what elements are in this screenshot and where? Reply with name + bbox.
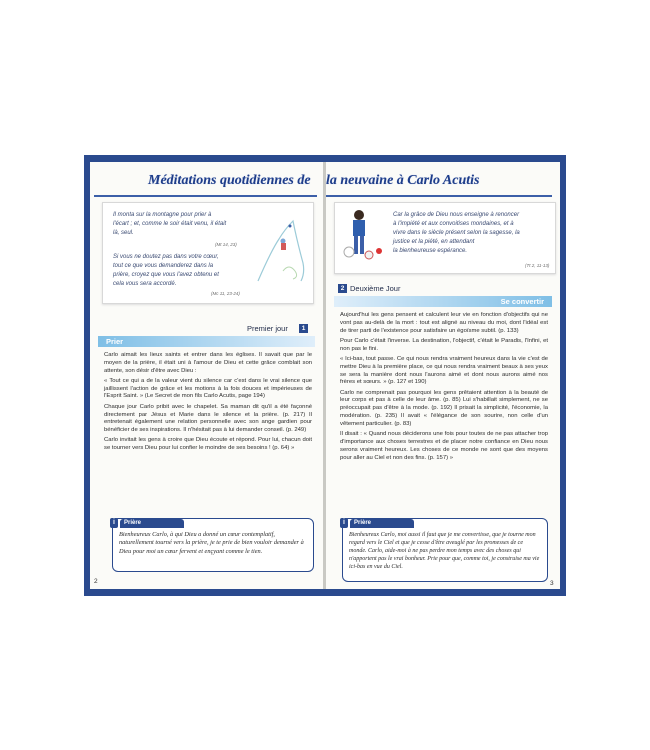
scripture-ref-2: (Mc 11, 23-24) (211, 291, 240, 296)
quote-line: prière, croyez que vous l'avez obtenu et (113, 272, 219, 278)
scripture-quote (393, 211, 553, 256)
booklet-spread (84, 155, 566, 596)
day-number-badge: 2 (338, 284, 347, 293)
paragraph: « Tout ce qui a de la valeur vient du silence car c'est dans le vrai silence que jaillissent l'action de grâce et les motions à la fois douces et impérieuses de l'Esprit Saint. » (Le Secret de mon fils Carlo Acutis, page 194) (104, 377, 312, 400)
prayer-info-icon: i (340, 518, 348, 528)
section-title: Prier (106, 337, 124, 346)
section-title: Se convertir (500, 297, 544, 306)
quote-line: l'écart ; et, comme le soir était venu, il était (113, 221, 227, 227)
paragraph: Aujourd'hui les gens pensent et calculent leur vie en fonction d'objectifs qui ne vont pas au-delà de la mort : tout est aligné au niveau du moi, dont l'idéal est de tirer parti de l'existence pour satisfaire un égoïsme subtil. (p. 133) (340, 312, 548, 334)
right-page (326, 162, 560, 589)
quote-line: Si vous ne doutez pas dans votre cœur, (113, 254, 219, 260)
day-title: Premier jour (247, 324, 288, 333)
paragraph: Carlo ne comprenait pas pourquoi les gens prêtaient attention à la beauté de leur corps et pas à celle de leur âme. (p. 85) Lui s'habillait simplement, ne se préoccupait pas d'être à la mode. (p. 192) Il prisait la simplicité, l'économie, la modération. (p. 235) Il avait « l'élégance de son sourire, non celle d'un vêtement particulier. (p. 83) (340, 389, 548, 427)
title-underline-left (94, 195, 317, 197)
day-number-badge: 1 (299, 324, 308, 333)
quote-line: justice et la piété, en attendant (393, 239, 475, 245)
carlo-illustration (339, 207, 399, 269)
paragraph: Carlo invitait les gens à croire que Dieu écoute et répond. Pour lui, chacun doit se tourner vers Dieu pour lui confier le moindre de ses besoins ! (p. 64) » (104, 437, 312, 452)
scripture-quote-box (334, 202, 556, 274)
prayer-info-icon: i (110, 518, 118, 528)
mountain-prayer-illustration (253, 211, 308, 286)
meditation-body (104, 352, 312, 456)
paragraph: Pour Carlo c'était l'inverse. La destination, l'objectif, c'était le Paradis, l'Infini, et non pas le fini. (340, 337, 548, 352)
scripture-ref-1: (Mt 14, 23) (215, 242, 237, 247)
quote-line: cela vous sera accordé. (113, 281, 177, 287)
title-right-half: la neuvaine à Carlo Acutis (326, 173, 480, 188)
scripture-quote-box (102, 202, 314, 304)
prayer-text: Bienheureux Carlo, moi aussi il faut que je me convertisse, que je tourne mon regard vers le Ciel et que je cesse d'être aveuglé par les promesses de ce monde. Carlo, aide-moi à ne pas perdre mon temps avec des choses qui n'apportent pas le vrai bonheur. Prie pour que, comme toi, je construise ma vie ici-bas en vue du Ciel. (349, 532, 540, 570)
paragraph: Carlo aimait les lieux saints et entrer dans les églises. Il savait que par le moyen de la prière, il était uni à l'amour de Dieu et cette grâce comblait son attente, son désir d'être avec Dieu : (104, 352, 312, 374)
prayer-label: Prière (120, 519, 184, 528)
section-band-se-convertir (334, 296, 552, 307)
prayer-text: Bienheureux Carlo, à qui Dieu a donné un cœur contemplatif, naturellement tourné vers la prière, je te prie de bien vouloir demander à Dieu pour moi un cœur fervent et ençyant comme le tien. (119, 531, 304, 555)
quote-line: vivre dans le siècle présent selon la sagesse, la (393, 230, 520, 236)
quote-line: Car la grâce de Dieu nous enseigne à renoncer (393, 212, 520, 218)
prayer-box (342, 518, 548, 582)
title-left-half: Méditations quotidiennes de (148, 173, 311, 188)
title-underline-right (326, 195, 552, 197)
paragraph: Chaque jour Carlo pribit avec le chapelet. Sa maman dit qu'il a été façonné directement par Jésus et Marie dans le silence et la prière. (p. 217) Il entretenait également une relation personnelle avec son ange gardien pour bénéficier de ses inspirations. Il n'hésitait pas à lui demander conseil. (p. 249) (104, 403, 312, 434)
paragraph: « Ici-bas, tout passe. Ce qui nous rendra vraiment heureux dans la vie c'est de mettre Dieu à la première place, ce qui nous rendra vraiment beaux à ses yeux se sera la manière dont nous l'aurons aimé et dont nous aurons aimé nos frères et sœurs. » (p. 127 et 190) (340, 355, 548, 386)
quote-line: là, seul. (113, 230, 134, 236)
page-number: 2 (94, 578, 98, 585)
prayer-box (112, 518, 314, 572)
quote-line: tout ce que vous demanderez dans la (113, 263, 214, 269)
quote-line: à l'impiété et aux convoitises mondaines, et à (393, 221, 514, 227)
quote-line: Il monta sur la montagne pour prier à (113, 212, 212, 218)
section-band-prier (98, 336, 315, 347)
left-page (90, 162, 323, 589)
scripture-quote-2 (113, 253, 253, 289)
prayer-label: Prière (350, 519, 414, 528)
scripture-quote-1 (113, 211, 253, 238)
page-number: 3 (550, 580, 554, 587)
scripture-ref: (Tt 2, 11-13) (525, 263, 550, 268)
day-title: Deuxième Jour (350, 284, 401, 293)
meditation-body (340, 312, 548, 465)
paragraph: Il disait : « Quand nous déciderons une fois pour toutes de ne pas attacher trop d'importance aux choses terrestres et de placer notre confiance en Dieu nous serons vraiment heureux. Les choses de ce monde ne sont que des moyens pour aller au Ciel et non des fins. (p. 157) » (340, 431, 548, 461)
quote-line: la bienheureuse espérance. (393, 248, 468, 254)
